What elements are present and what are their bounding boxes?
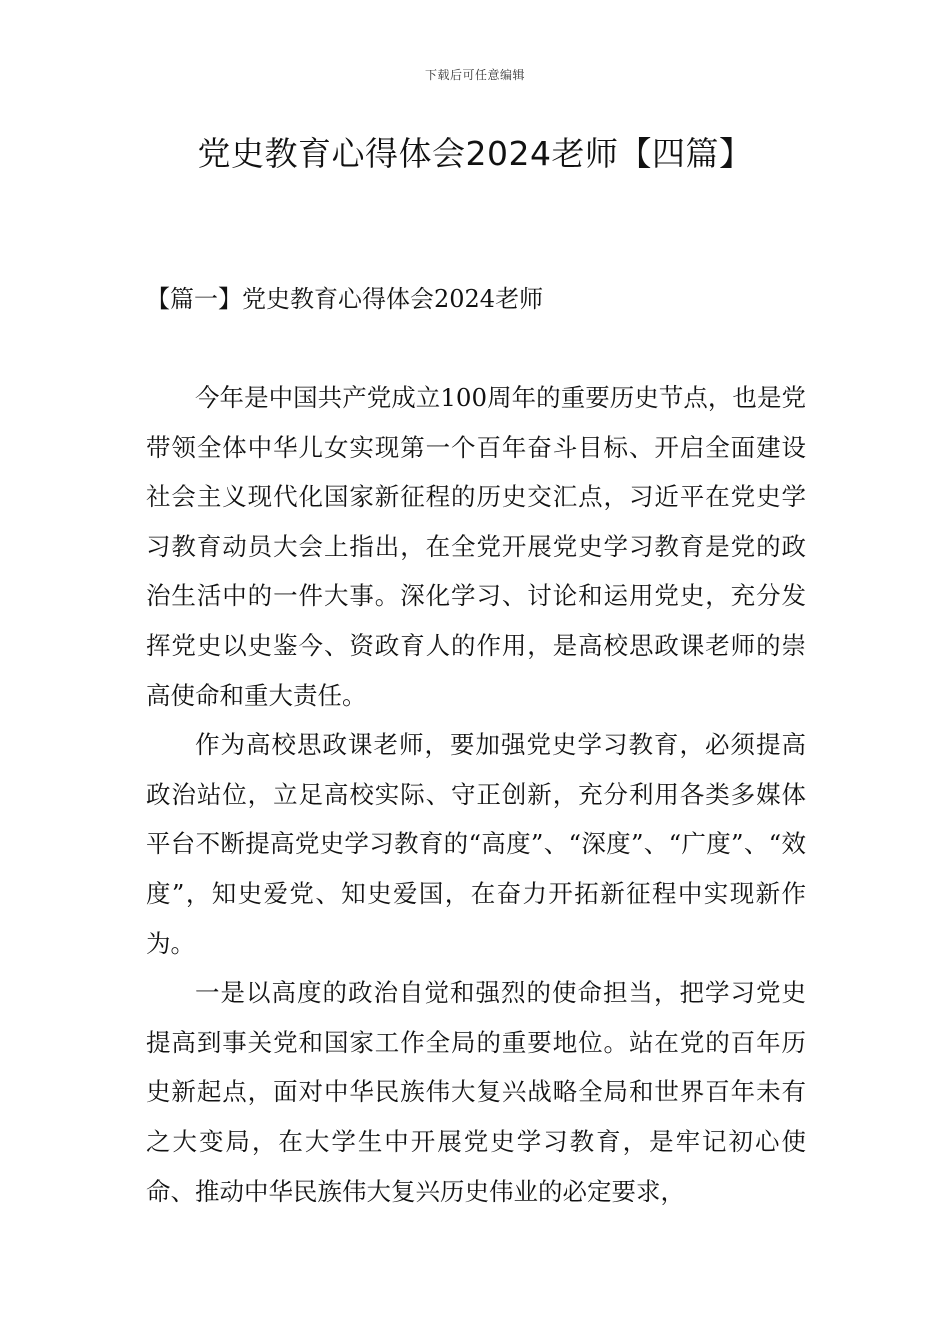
paragraph-1: 今年是中国共产党成立100周年的重要历史节点，也是党带领全体中华儿女实现第一个百年奋斗目标、开启全面建设社会主义现代化国家新征程的历史交汇点，习近平在党史学习教育动员大会上指出，在全党开展党史学习教育是党的政治生活中的一件大事。深化学习、讨论和运用党史，充分发挥党史以史鉴今、资政育人的作用，是高校思政课老师的崇高使命和重大责任。 — [146, 383, 806, 710]
header-note: 下载后可任意编辑 — [424, 68, 525, 82]
paragraph-2: 作为高校思政课老师，要加强党史学习教育，必须提高政治站位，立足高校实际、守正创新，充分利用各类多媒体平台不断提高党史学习教育的“高度”、“深度”、“广度”、“效度”，知史爱党、知史爱国，在奋力开拓新征程中实现新作为。 — [146, 730, 806, 958]
section-heading: 【篇一】党史教育心得体会2024老师 — [146, 285, 544, 313]
paragraph-3: 一是以高度的政治自觉和强烈的使命担当，把学习党史提高到事关党和国家工作全局的重要地位。站在党的百年历史新起点，面对中华民族伟大复兴战略全局和世界百年未有之大变局，在大学生中开展党史学习教育，是牢记初心使命、推动中华民族伟大复兴历史伟业的必定要求， — [146, 978, 806, 1206]
document-title: 党史教育心得体会2024老师【四篇】 — [197, 134, 753, 173]
document-body — [146, 373, 806, 1216]
